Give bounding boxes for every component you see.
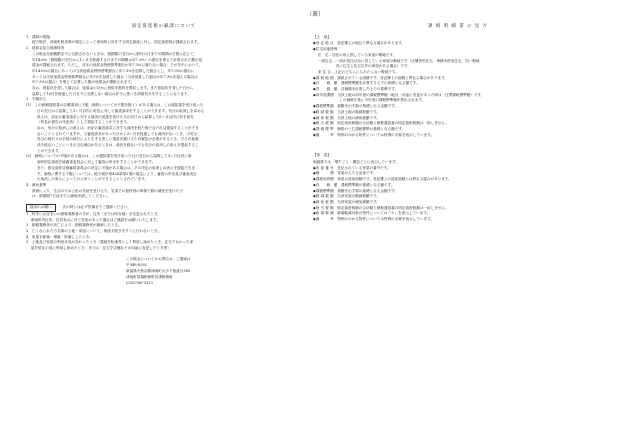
notice-item: 3 亡くなられた方名義の土地・家屋について、相続手続きをすぐに行わないとき。 xyxy=(26,228,161,233)
contact-postal: 〒949-8292 xyxy=(126,262,147,267)
text-line: また、固定資産評価審査委員会の決定に不服がある場合は、その決定の取消しの訴えを提起できま xyxy=(37,165,196,170)
house-item: 明細書では、増牛ごと・構造ごとに表示しています。 xyxy=(313,160,399,165)
land-item: ◆備 考 特例のかかる物件については特例の名称を表示しています。 xyxy=(313,132,434,137)
text-line: 起算して10日を経過した日までに完納しない場合は法令に基づき滞納処分をすることになります。 xyxy=(32,91,191,96)
text-line: す。価格に関する不服については、地方税法第434条第2項の規定により、審査の申出及び審査決定 xyxy=(37,171,197,176)
land-item: ◆課 税 標 準 価格のうち課税標準の基礎となる額です。 xyxy=(313,126,406,131)
text-line: 2 延滞金及び督納料等 xyxy=(26,46,65,51)
notice-label: 届出のお願い xyxy=(26,204,56,212)
text-line: 年14.6%（納期限の翌日から1ヶ月を経過する日までの期間は年7.3%）の割合を乗じて計算された額の延 xyxy=(32,57,203,62)
house-item: ◆種 類 家屋の主たる用途です。 xyxy=(313,171,377,176)
notice-item: 1 町外にお住まいの納税義務者の方が、住所（または所在地）を変更されたとき。 xyxy=(26,211,162,216)
text-line: 1 課税の根拠 xyxy=(26,34,50,39)
land-item: 非 住 宅…上記のどちらにもあたらない敷地です。 xyxy=(313,69,399,74)
land-item: 住 宅…居住の用に供している家屋の敷地です。 xyxy=(313,52,397,57)
text-line: 南町固定資産評価審査委員会に対して審査の申出をすることができます。 xyxy=(37,160,156,165)
house-item: ◆軽 減 税 額 当該家屋の軽減税額です。 xyxy=(313,194,380,199)
page-marker: （裏） xyxy=(305,11,324,18)
house-item: ◆減 免 税 額 当該家屋の減免税額です。 xyxy=(313,199,380,204)
text-line: ないこととされていますが、①審査請求があった日から3ヶ月を経過しても裁決がないとき、②処分、 xyxy=(37,131,201,136)
land-item: ◆評 価 額 評価額を計算した上での基礎です。 xyxy=(313,87,399,92)
house-item: ◆備 考 特例のかかる物件については特例の名称を表示しています。 xyxy=(313,217,434,222)
contact-phone: (025)766-3113 xyxy=(126,280,153,285)
land-item: ◆軽 減 税 額 当該土地の軽減税額です。 xyxy=(313,109,380,114)
house-item: ◆評 価 額 課税標準額の基礎となる額です。 xyxy=(313,182,395,187)
right-column xyxy=(313,24,603,223)
contact-block xyxy=(126,256,302,286)
text-line: の取消しの訴えによってのみ争うことができることとされています。 xyxy=(37,177,149,182)
land-item: ◆課税標準額 税額を出す際の基礎となる金額です。 xyxy=(313,104,399,109)
land-item: 一部住宅…一部が居住の用に供している家屋の敷地です（店舗併用住宅、事務所併用住宅、同一敷地 xyxy=(313,58,480,63)
text-line: 日の翌日から起算して3ヶ月以内に町長に対して審査請求をすることができます。処分の取消しを求める xyxy=(37,108,205,113)
contact-office: 津南町役場税務町民課税務班 xyxy=(126,274,173,279)
house-item: ◆相 当 税 額 固定資産税額の合計額と納税通知書の固定資産税額は一致しません。 xyxy=(313,205,449,210)
text-line: なお、処分の取消しの訴えは、前記の審査請求に対する裁決を経た後でなければ提起することができ xyxy=(37,125,199,130)
notice-item: 2 納税義務者の死亡により、納税義務者が継承したとき。 xyxy=(26,223,122,228)
text-line: 年7.3%の割合）を乗じて計算した額の延滞金が課税されます。 xyxy=(32,80,135,85)
house-item: ◆課税標準額 税額を出す際の基礎となる金額です。 xyxy=(313,188,399,193)
assessment-text xyxy=(26,35,302,200)
left-title: 固定資産税の賦課について xyxy=(131,24,197,29)
land-item: 内に住宅と住宅以外の家屋がある場合）です。 xyxy=(313,64,411,69)
house-item: ◆課税床面積 家屋の延床面積です。登記簿上の延床面積とは異なる場合があります。 xyxy=(313,177,452,182)
text-line: 滞金が課税されます。ただし、各年の延滞金特例基準割合が年7.3%に満たない場合、その年中において、 xyxy=(32,63,203,68)
contact-heading: この税金についてのお問合せ、ご連絡は xyxy=(126,256,191,261)
house-item: ◆家 屋 番 号 登記されている家屋の番号です。 xyxy=(313,165,391,170)
text-line: あっては当該延滞金特例基準割合に年1%を加算した割合（当該加算した割合が年7.3%を超える場合は xyxy=(32,74,198,79)
text-line: 訴えは、前記の審査請求に対する裁決の送達を受けた日の翌日から起算して6ヶ月以内に町を被告 xyxy=(37,114,194,119)
land-item: ◆住宅用地特例 xyxy=(313,47,338,52)
notice-item: 4 家屋を新築・増築・取壊ししたとき。 xyxy=(26,234,93,239)
text-line: は、納期限7日前までに減免申請してください。 xyxy=(32,194,110,199)
land-item: この価格を基に今年度の課税標準額が算出されます。 xyxy=(313,98,426,103)
text-line: 4 減免基準 xyxy=(26,182,47,187)
text-line: 年14.6%の割合にあっては当該延滞金特例基準割合に年7.3%を加算した割合とし、年7.3%の割合に xyxy=(32,68,195,73)
land-item: ◆減 免 税 額 当該土地の減免税額です。 xyxy=(313,115,380,120)
text-line: （町長が被告の代表者）として提起することができます。 xyxy=(37,120,131,125)
text-line: とができます。 xyxy=(37,148,62,153)
land-item: ◆評 価 額 課税標準額を計算する上での基礎になる額です。 xyxy=(313,81,420,86)
house-heading: 【家 屋】 xyxy=(313,153,331,158)
text-line: 3 不服申立 xyxy=(26,97,47,102)
left-column xyxy=(26,24,302,286)
text-line: (2) 価格についての不服がある場合は、この通知書を受け取った日の翌日から起算して3ヶ月以内に津 xyxy=(26,154,192,159)
notice-item: 津南町内住所、住居表示に伴う変更があった場合はご連絡をお願いいたします。 xyxy=(26,217,160,222)
notice-row xyxy=(26,204,302,212)
land-item: ◆課 税 地 積 課税されている面積です。登記簿上の面積と異なる場合があります。 xyxy=(313,75,448,80)
text-line: 地方税法、津南町税条例の規定によって津南町に所在する固定資産に対し、固定資産税が課税されます。 xyxy=(32,40,201,45)
text-line: (1) この納税通知書の記載事項に不服（価格についての不服を除く）がある場合は、この通知書を受け取った xyxy=(26,103,204,108)
text-line: この税金を納期限までに完納されないときは、納期限の翌日から納付の日までの期間の日数に応じて、 xyxy=(32,51,198,56)
text-line: なお、督促状を発した場合は、延滞金のほかに督促手数料を徴収します。また督促状を発した日から xyxy=(32,86,194,91)
land-heading: 【土 地】 xyxy=(313,34,331,39)
notice-list xyxy=(26,212,302,252)
land-item: ◆相 当 税 額 固定資産税額の合計額と納税通知書の固定資産税額は一致しません。 xyxy=(313,121,449,126)
notice-item: 屋を居住の用に利用し始めたとき、または、住宅を店舗などの用途に変更したとき等） xyxy=(26,246,171,251)
contact-address: 新潟県中魚沼郡津南町大字下船渡戊585 xyxy=(126,268,191,273)
land-item: ◆登 記 地 目 登記簿上の地目と異なる場合があります。 xyxy=(313,41,406,46)
notice-text: 次の時には必ず役場までご連絡ください。 xyxy=(62,205,131,210)
text-line: 処分の執行又は手続の続行により生ずる著しい損害を避けるため緊急の必要があるとき、③その他裁 xyxy=(37,137,199,142)
land-item: ◆前年度課標 当該土地の前年度の課税標準額（地目・用途に変更があった時は、比準課税標準額）です。 xyxy=(313,92,485,97)
notice-item: 5 土地及び家屋の利用状況が変わったとき（農地を転地等として利用し始めたとき、住宅でなかった家 xyxy=(26,240,194,245)
text-line: 貧困により、生活のため公私の扶助を受ける方、災害その他特別の事情で税の減免を受けた方 xyxy=(32,188,183,193)
house-explanations xyxy=(313,160,603,223)
text-line: 決を経ないことにつき正当な理由があるときは、裁決を経ないでも処分の取消しの訴えを提起するこ xyxy=(37,143,199,148)
right-title: 課 税 明 細 書 の 見 方 xyxy=(428,24,488,29)
land-explanations xyxy=(313,41,603,138)
house-item: ◆新 築 軽 減 新築軽減対象の物件については「※」を表示しています。 xyxy=(313,211,431,216)
